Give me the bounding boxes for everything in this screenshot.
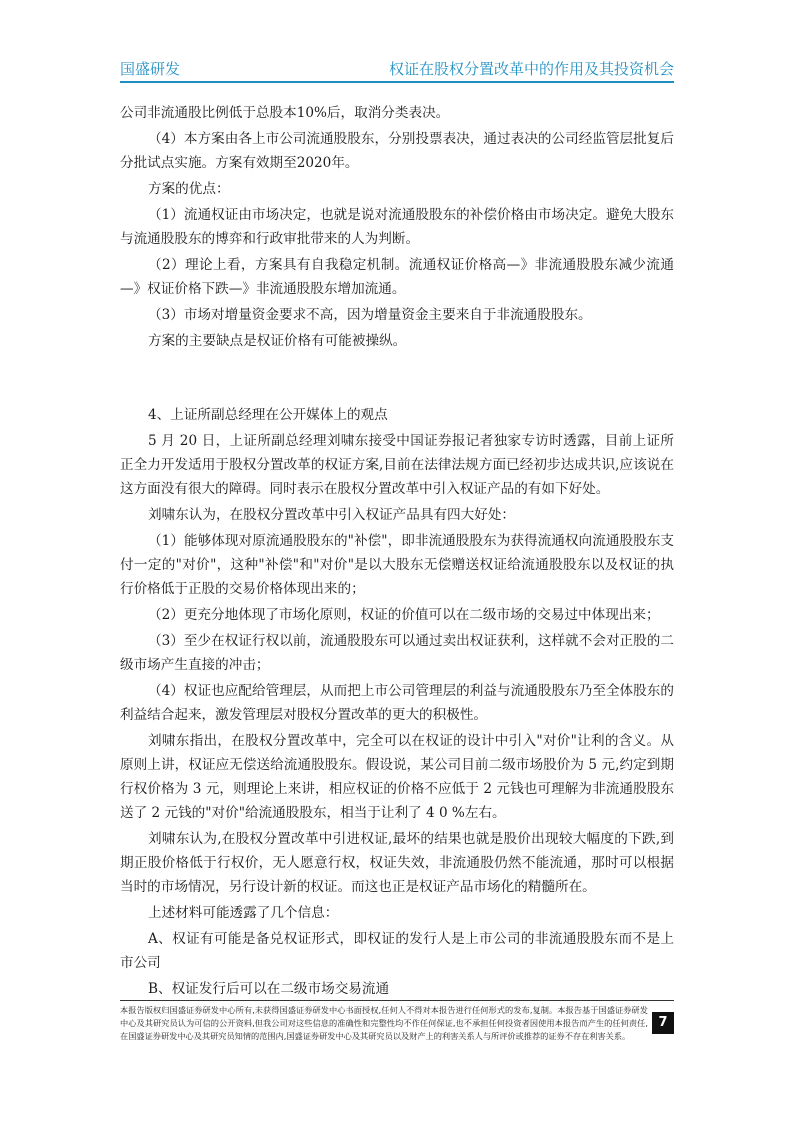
paragraph: （1）流通权证由市场决定，也就是说对流通股股东的补偿价格由市场决定。避免大股东与流通股股东的博弈和行政审批带来的人为判断。 [120,207,674,247]
document-body [120,99,674,1001]
header-brand: 国盛研发 [120,60,181,78]
paragraph: （2）更充分地体现了市场化原则，权证的价值可以在二级市场的交易过中体现出来； [148,607,660,623]
page-number: 7 [652,1012,674,1034]
paragraph: 公司非流通股比例低于总股本10%后，取消分类表决。 [120,105,450,121]
page-header [120,58,674,80]
paragraph: 刘啸东认为，在股权分置改革中引入权证产品具有四大好处： [148,507,516,523]
paragraph: （3）市场对增量资金要求不高，因为增量资金主要来自于非流通股股东。 [148,307,592,323]
paragraph: 刘啸东指出，在股权分置改革中，完全可以在权证的设计中引入"对价"让利的含义。从原则上讲，权证应无偿送给流通股股东。假设说，某公司目前二级市场股价为 5 元,约定到期行权价格为 3 元，则理论上来讲，相应权证的价格不应低于 2 元钱也可理解为非流通股股东送了 2 元钱的"对价"给流通股股东，相当于让利了 4 0 %左右。 [120,733,674,821]
paragraph: 方案的优点： [148,181,230,197]
paragraph: （4）本方案由各上市公司流通股股东，分别投票表决，通过表决的公司经监管层批复后分批试点实施。方案有效期至2020年。 [120,131,674,171]
paragraph: （3）至少在权证行权以前，流通股股东可以通过卖出权证获利，这样就不会对正股的二级市场产生直接的冲击； [120,633,674,673]
paragraph: 上述材料可能透露了几个信息： [148,905,339,921]
paragraph: （2）理论上看，方案具有自我稳定机制。流通权证价格高—》非流通股股东减少流通—》权证价格下跌—》非流通股股东增加流通。 [120,257,674,297]
paragraph: （1）能够体现对原流通股股东的"补偿"，即非流通股股东为获得流通权向流通股股东支付一定的"对价"，这种"补偿"和"对价"是以大股东无偿赠送权证给流通股股东以及权证的执行价格低于正股的交易价格体现出来的； [120,533,674,597]
paragraph: 5 月 20 日，上证所副总经理刘啸东接受中国证券报记者独家专访时透露，目前上证所正全力开发适用于股权分置改革的权证方案,目前在法律法规方面已经初步达成共识,应该说在这方面没有很大的障碍。同时表示在股权分置改革中引入权证产品的有如下好处。 [120,433,674,497]
paragraph: 方案的主要缺点是权证价格有可能被操纵。 [148,333,407,349]
paragraph: （4）权证也应配给管理层，从而把上市公司管理层的利益与流通股股东乃至全体股东的利益结合起来，激发管理层对股权分置改革的更大的积极性。 [120,683,674,723]
footer-divider [120,1000,674,1001]
paragraph: 刘啸东认为,在股权分置改革中引进权证,最坏的结果也就是股价出现较大幅度的下跌,到期正股价格低于行权价，无人愿意行权，权证失效，非流通股仍然不能流通，那时可以根据当时的市场情况，另行设计新的权证。而这也正是权证产品市场化的精髓所在。 [120,831,674,895]
paragraph: A、权证有可能是备兑权证形式，即权证的发行人是上市公司的非流通股股东而不是上市公司 [120,931,674,971]
header-report-title: 权证在股权分置改革中的作用及其投资机会 [388,60,674,78]
section-spacer [120,353,674,401]
paragraph: 4、上证所副总经理在公开媒体上的观点 [148,407,388,423]
paragraph: B、权证发行后可以在二级市场交易流通 [148,981,390,997]
footer-disclaimer: 本报告版权归国盛证券研发中心所有,未获得国盛证券研发中心书面授权,任何人不得对本报告进行任何形式的发布,复制。本报告基于国盛证券研发中心及其研究员认为可信的公开资料,但我公司对这些信息的准确性和完整性均不作任何保证,也不承担任何投资者因使用本报告而产生的任何责任,在国盛证券研发中心及其研究员知情的范围内,国盛证券研发中心及其研究员以及财产上的利害关系人与所评价或推荐的证券不存在利害关系。 [120,1005,648,1041]
header-divider [120,81,674,83]
